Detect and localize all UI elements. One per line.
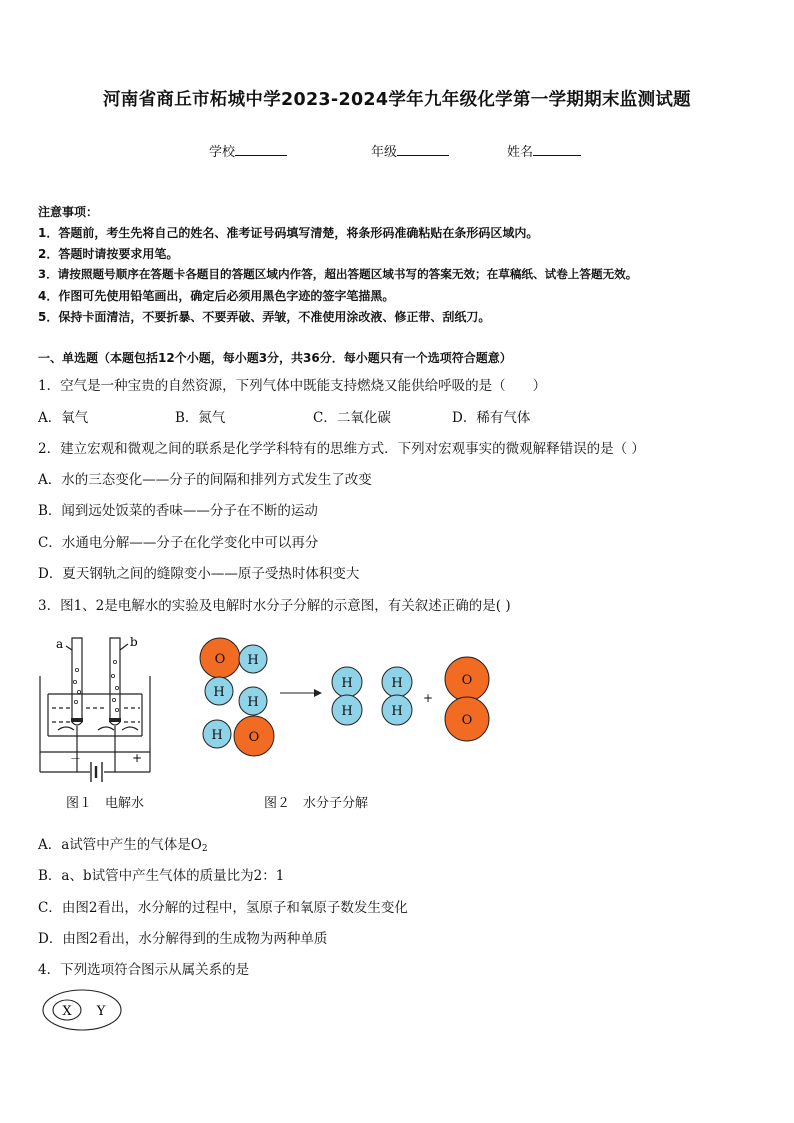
q1-option-b: B．氮气 — [175, 410, 226, 426]
school-blank — [235, 143, 287, 156]
notice-item: 4．作图可先使用铅笔画出，确定后必须用黑色字迹的签字笔描黑。 — [38, 289, 395, 303]
grade-label: 年级 — [371, 145, 398, 160]
question-4-stem: 4．下列选项符合图示从属关系的是 — [38, 962, 250, 978]
figure-1-caption: 图１ 电解水 — [66, 796, 145, 811]
notice-item: 1．答题前，考生先将自己的姓名、准考证号码填写清楚，将条形码准确粘贴在条形码区域内。 — [38, 226, 539, 240]
set-label-x: X — [62, 1004, 72, 1019]
tube-label-b: b — [130, 635, 138, 649]
figure-2-caption: 图２ 水分子分解 — [264, 796, 369, 811]
q2-option-b: B．闻到远处饭菜的香味——分子在不断的运动 — [38, 503, 318, 519]
atom-label: O — [461, 713, 473, 728]
gas-bubble — [112, 698, 115, 701]
gas-bubble — [77, 690, 80, 693]
subscript: 2 — [201, 844, 208, 854]
gas-bubble — [75, 668, 78, 671]
minus-sign: － — [70, 752, 81, 765]
electrode-right — [109, 718, 121, 722]
atom-label: H — [211, 728, 223, 743]
school-label: 学校 — [209, 145, 236, 160]
plus-sign: + — [422, 691, 434, 705]
atom-label: O — [461, 673, 473, 688]
q1-option-d: D．稀有气体 — [452, 410, 531, 426]
q3-option-c: C．由图2看出，水分解的过程中，氢原子和氧原子数发生变化 — [38, 900, 408, 916]
q3-option-a — [38, 833, 208, 854]
electrolysis-figure — [36, 630, 166, 782]
gas-bubble — [113, 660, 116, 663]
page-title: 河南省商丘市柘城中学2023-2024学年九年级化学第一学期期末监测试题 — [103, 90, 691, 110]
gas-bubble — [74, 700, 77, 703]
q2-option-a: A．水的三态变化——分子的间隔和排列方式发生了改变 — [38, 472, 372, 488]
label-leader — [120, 644, 128, 650]
name-field — [507, 141, 581, 160]
question-3-stem: 3．图1、2是电解水的实验及电解时水分子分解的示意图，有关叙述正确的是( ) — [38, 598, 511, 614]
beaker-outline — [40, 676, 150, 752]
arrow-head-icon — [314, 689, 322, 697]
atom-label: H — [247, 653, 259, 668]
grade-blank — [397, 143, 449, 156]
q1-option-a: A．氧气 — [38, 410, 89, 426]
question-1-stem: 1．空气是一种宝贵的自然资源，下列气体中既能支持燃烧又能供给呼吸的是（ ） — [38, 378, 547, 394]
atom-label: O — [214, 652, 226, 667]
outer-ellipse-y — [43, 990, 121, 1030]
name-label: 姓名 — [507, 145, 534, 160]
q2-option-c: C．水通电分解——分子在化学变化中可以再分 — [38, 535, 319, 551]
section-heading: 一、单选题（本题包括12个小题，每小题3分，共36分．每小题只有一个选项符合题意） — [38, 351, 512, 365]
atom-label: H — [213, 685, 225, 700]
school-field — [209, 141, 287, 160]
gas-bubble — [115, 686, 118, 689]
gas-bubble — [73, 680, 76, 683]
set-label-y: Y — [96, 1004, 106, 1019]
subset-relation-figure — [40, 988, 126, 1034]
atom-label: H — [391, 704, 403, 719]
electrode-left — [71, 718, 83, 722]
name-blank — [533, 143, 581, 156]
grade-field — [371, 141, 449, 160]
q3-option-d: D．由图2看出，水分解得到的生成物为两种单质 — [38, 931, 328, 947]
notice-item: 2．答题时请按要求用笔。 — [38, 247, 179, 261]
atom-label: O — [248, 730, 260, 745]
gas-bubble — [115, 708, 118, 711]
q2-option-d: D．夏天钢轨之间的缝隙变小——原子受热时体积变大 — [38, 566, 360, 582]
gas-bubble — [111, 674, 114, 677]
q1-option-c: C．二氧化碳 — [313, 410, 391, 426]
water-decomposition-figure — [196, 630, 496, 760]
tube-b — [110, 638, 120, 725]
tube-label-a: a — [56, 637, 64, 651]
atom-label: H — [341, 704, 353, 719]
label-leader — [66, 646, 72, 650]
notice-heading: 注意事项： — [38, 205, 99, 219]
question-2-stem: 2．建立宏观和微观之间的联系是化学学科特有的思维方式．下列对宏观事实的微观解释错误的是（ ） — [38, 441, 645, 457]
q3-option-b: B．a、b试管中产生气体的质量比为2：1 — [38, 868, 285, 884]
atom-label: H — [391, 676, 403, 691]
q3-option-a-text: A．a试管中产生的气体是O — [38, 837, 202, 853]
plus-sign: + — [132, 751, 143, 765]
notice-item: 5．保持卡面清洁，不要折暴、不要弄破、弄皱，不准使用涂改液、修正带、刮纸刀。 — [38, 310, 491, 324]
atom-label: H — [341, 676, 353, 691]
atom-label: H — [247, 695, 259, 710]
water-wave — [58, 727, 138, 730]
notice-item: 3．请按照题号顺序在答题卡各题目的答题区域内作答，超出答题区域书写的答案无效；在草稿纸、试卷上答题无效。 — [38, 267, 638, 281]
